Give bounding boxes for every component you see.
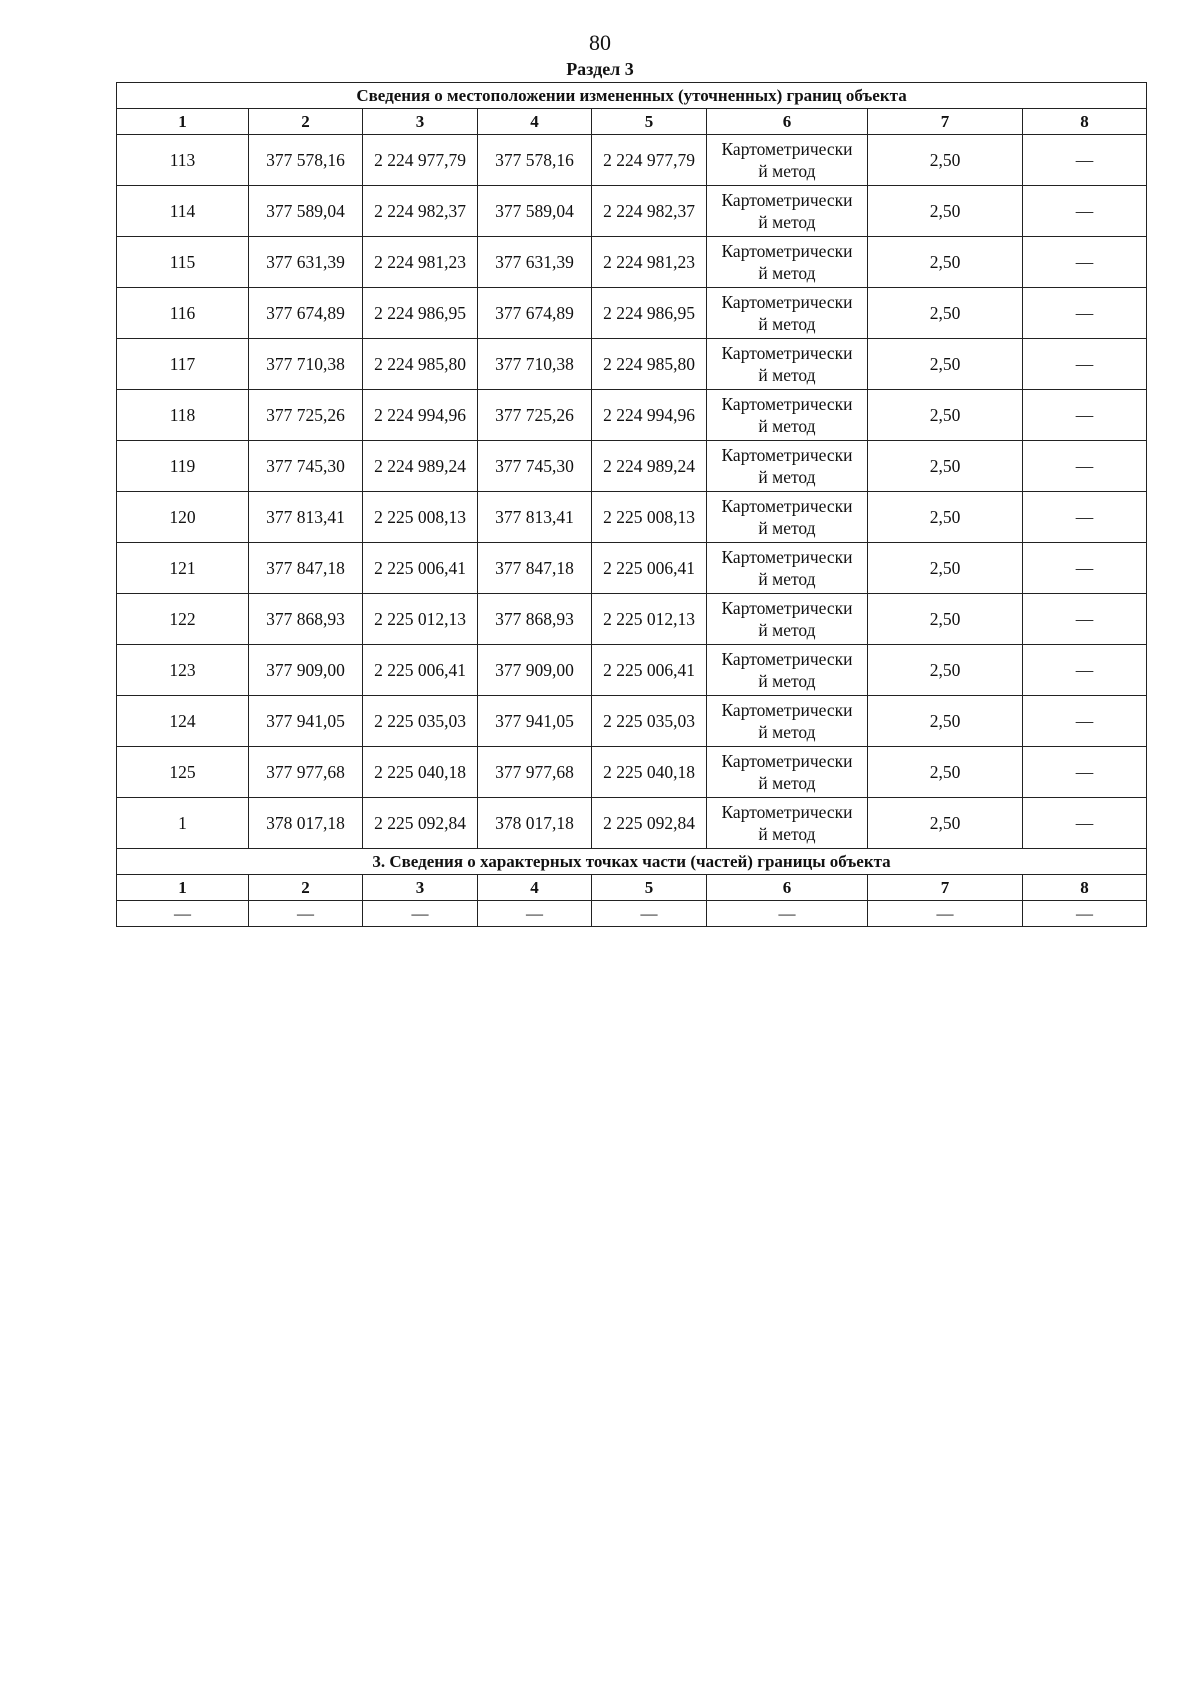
accuracy: 2,50 <box>868 339 1023 390</box>
method-line-2: й метод <box>758 161 816 181</box>
y-coordinate-new: 2 225 092,84 <box>592 798 707 849</box>
column-number: 1 <box>117 875 249 901</box>
method-line-1: Картометрически <box>721 241 853 261</box>
table-row <box>117 492 1147 543</box>
description: — <box>1023 492 1147 543</box>
accuracy: 2,50 <box>868 390 1023 441</box>
page-number: 80 <box>589 30 611 55</box>
method-cell <box>707 390 868 441</box>
method-line-2: й метод <box>758 365 816 385</box>
boundary-table <box>116 82 1147 927</box>
x-coordinate-new: 377 977,68 <box>478 747 592 798</box>
table-row <box>117 135 1147 186</box>
point-number: 114 <box>117 186 249 237</box>
empty-cell: — <box>117 901 249 927</box>
x-coordinate-old: 377 909,00 <box>249 645 363 696</box>
y-coordinate-old: 2 224 986,95 <box>363 288 478 339</box>
y-coordinate-old: 2 224 977,79 <box>363 135 478 186</box>
y-coordinate-new: 2 225 040,18 <box>592 747 707 798</box>
y-coordinate-old: 2 225 008,13 <box>363 492 478 543</box>
x-coordinate-old: 377 578,16 <box>249 135 363 186</box>
method-line-1: Картометрически <box>721 343 853 363</box>
column-number: 6 <box>707 109 868 135</box>
description: — <box>1023 135 1147 186</box>
table-row <box>117 339 1147 390</box>
x-coordinate-old: 377 813,41 <box>249 492 363 543</box>
description: — <box>1023 288 1147 339</box>
y-coordinate-new: 2 225 006,41 <box>592 543 707 594</box>
table-row <box>117 237 1147 288</box>
y-coordinate-old: 2 224 982,37 <box>363 186 478 237</box>
point-number: 123 <box>117 645 249 696</box>
column-number: 8 <box>1023 875 1147 901</box>
method-line-1: Картометрически <box>721 547 853 567</box>
method-line-2: й метод <box>758 569 816 589</box>
y-coordinate-old: 2 224 989,24 <box>363 441 478 492</box>
column-number: 8 <box>1023 109 1147 135</box>
column-number: 7 <box>868 875 1023 901</box>
y-coordinate-new: 2 224 981,23 <box>592 237 707 288</box>
column-number: 2 <box>249 875 363 901</box>
method-line-1: Картометрически <box>721 700 853 720</box>
description: — <box>1023 645 1147 696</box>
x-coordinate-new: 377 909,00 <box>478 645 592 696</box>
y-coordinate-new: 2 224 982,37 <box>592 186 707 237</box>
table-row <box>117 901 1147 927</box>
description: — <box>1023 237 1147 288</box>
method-line-1: Картометрически <box>721 445 853 465</box>
method-line-2: й метод <box>758 620 816 640</box>
method-cell <box>707 594 868 645</box>
method-line-2: й метод <box>758 722 816 742</box>
y-coordinate-new: 2 225 035,03 <box>592 696 707 747</box>
description: — <box>1023 696 1147 747</box>
empty-cell: — <box>592 901 707 927</box>
y-coordinate-new: 2 224 989,24 <box>592 441 707 492</box>
method-line-1: Картометрически <box>721 598 853 618</box>
column-number: 3 <box>363 875 478 901</box>
point-number: 120 <box>117 492 249 543</box>
description: — <box>1023 441 1147 492</box>
description: — <box>1023 339 1147 390</box>
description: — <box>1023 594 1147 645</box>
method-line-2: й метод <box>758 263 816 283</box>
method-line-2: й метод <box>758 212 816 232</box>
point-number: 118 <box>117 390 249 441</box>
x-coordinate-new: 377 578,16 <box>478 135 592 186</box>
method-cell <box>707 543 868 594</box>
method-line-1: Картометрически <box>721 751 853 771</box>
y-coordinate-old: 2 225 035,03 <box>363 696 478 747</box>
y-coordinate-new: 2 225 012,13 <box>592 594 707 645</box>
empty-cell: — <box>707 901 868 927</box>
x-coordinate-old: 377 710,38 <box>249 339 363 390</box>
y-coordinate-new: 2 224 985,80 <box>592 339 707 390</box>
y-coordinate-new: 2 224 994,96 <box>592 390 707 441</box>
accuracy: 2,50 <box>868 798 1023 849</box>
accuracy: 2,50 <box>868 237 1023 288</box>
x-coordinate-old: 377 941,05 <box>249 696 363 747</box>
accuracy: 2,50 <box>868 543 1023 594</box>
y-coordinate-new: 2 224 986,95 <box>592 288 707 339</box>
column-number: 4 <box>478 109 592 135</box>
x-coordinate-new: 377 674,89 <box>478 288 592 339</box>
accuracy: 2,50 <box>868 594 1023 645</box>
method-cell <box>707 798 868 849</box>
accuracy: 2,50 <box>868 645 1023 696</box>
method-cell <box>707 645 868 696</box>
method-line-2: й метод <box>758 518 816 538</box>
x-coordinate-new: 378 017,18 <box>478 798 592 849</box>
empty-cell: — <box>868 901 1023 927</box>
method-line-2: й метод <box>758 824 816 844</box>
accuracy: 2,50 <box>868 186 1023 237</box>
accuracy: 2,50 <box>868 747 1023 798</box>
y-coordinate-new: 2 225 006,41 <box>592 645 707 696</box>
table-row <box>117 543 1147 594</box>
empty-cell: — <box>1023 901 1147 927</box>
point-number: 122 <box>117 594 249 645</box>
table-row <box>117 390 1147 441</box>
method-cell <box>707 747 868 798</box>
table2-caption: 3. Сведения о характерных точках части (частей) границы объекта <box>117 849 1147 875</box>
x-coordinate-new: 377 847,18 <box>478 543 592 594</box>
y-coordinate-old: 2 225 006,41 <box>363 543 478 594</box>
table-row <box>117 798 1147 849</box>
method-line-1: Картометрически <box>721 190 853 210</box>
point-number: 121 <box>117 543 249 594</box>
point-number: 119 <box>117 441 249 492</box>
x-coordinate-new: 377 631,39 <box>478 237 592 288</box>
accuracy: 2,50 <box>868 696 1023 747</box>
point-number: 113 <box>117 135 249 186</box>
method-cell <box>707 441 868 492</box>
x-coordinate-new: 377 745,30 <box>478 441 592 492</box>
x-coordinate-new: 377 868,93 <box>478 594 592 645</box>
column-number: 5 <box>592 109 707 135</box>
table-row <box>117 441 1147 492</box>
section-label: Раздел 3 <box>566 59 634 79</box>
column-number: 3 <box>363 109 478 135</box>
description: — <box>1023 747 1147 798</box>
table-row <box>117 696 1147 747</box>
table-row <box>117 594 1147 645</box>
method-line-2: й метод <box>758 416 816 436</box>
method-line-1: Картометрически <box>721 139 853 159</box>
method-line-1: Картометрически <box>721 802 853 822</box>
description: — <box>1023 798 1147 849</box>
y-coordinate-old: 2 225 006,41 <box>363 645 478 696</box>
accuracy: 2,50 <box>868 288 1023 339</box>
x-coordinate-new: 377 941,05 <box>478 696 592 747</box>
y-coordinate-old: 2 224 994,96 <box>363 390 478 441</box>
method-line-2: й метод <box>758 314 816 334</box>
accuracy: 2,50 <box>868 135 1023 186</box>
table-row <box>117 645 1147 696</box>
table-row <box>117 747 1147 798</box>
x-coordinate-new: 377 725,26 <box>478 390 592 441</box>
table-row <box>117 186 1147 237</box>
point-number: 125 <box>117 747 249 798</box>
method-line-2: й метод <box>758 773 816 793</box>
column-number: 1 <box>117 109 249 135</box>
method-line-2: й метод <box>758 671 816 691</box>
description: — <box>1023 186 1147 237</box>
x-coordinate-new: 377 589,04 <box>478 186 592 237</box>
x-coordinate-old: 377 631,39 <box>249 237 363 288</box>
method-line-1: Картометрически <box>721 394 853 414</box>
y-coordinate-old: 2 225 012,13 <box>363 594 478 645</box>
method-line-1: Картометрически <box>721 496 853 516</box>
point-number: 124 <box>117 696 249 747</box>
method-cell <box>707 492 868 543</box>
x-coordinate-old: 377 745,30 <box>249 441 363 492</box>
x-coordinate-new: 377 710,38 <box>478 339 592 390</box>
table1-column-numbers <box>117 109 1147 135</box>
accuracy: 2,50 <box>868 441 1023 492</box>
method-cell <box>707 135 868 186</box>
x-coordinate-new: 377 813,41 <box>478 492 592 543</box>
y-coordinate-old: 2 225 092,84 <box>363 798 478 849</box>
x-coordinate-old: 377 725,26 <box>249 390 363 441</box>
method-line-1: Картометрически <box>721 649 853 669</box>
method-cell <box>707 237 868 288</box>
y-coordinate-old: 2 225 040,18 <box>363 747 478 798</box>
table1-caption: Сведения о местоположении измененных (уточненных) границ объекта <box>117 83 1147 109</box>
column-number: 2 <box>249 109 363 135</box>
method-cell <box>707 186 868 237</box>
point-number: 1 <box>117 798 249 849</box>
table-row <box>117 288 1147 339</box>
column-number: 7 <box>868 109 1023 135</box>
point-number: 117 <box>117 339 249 390</box>
description: — <box>1023 390 1147 441</box>
table2-column-numbers <box>117 875 1147 901</box>
y-coordinate-old: 2 224 985,80 <box>363 339 478 390</box>
point-number: 116 <box>117 288 249 339</box>
y-coordinate-new: 2 225 008,13 <box>592 492 707 543</box>
column-number: 4 <box>478 875 592 901</box>
empty-cell: — <box>249 901 363 927</box>
column-number: 6 <box>707 875 868 901</box>
method-cell <box>707 288 868 339</box>
accuracy: 2,50 <box>868 492 1023 543</box>
method-cell <box>707 696 868 747</box>
empty-cell: — <box>478 901 592 927</box>
point-number: 115 <box>117 237 249 288</box>
y-coordinate-old: 2 224 981,23 <box>363 237 478 288</box>
column-number: 5 <box>592 875 707 901</box>
y-coordinate-new: 2 224 977,79 <box>592 135 707 186</box>
x-coordinate-old: 377 674,89 <box>249 288 363 339</box>
x-coordinate-old: 377 977,68 <box>249 747 363 798</box>
empty-cell: — <box>363 901 478 927</box>
x-coordinate-old: 377 868,93 <box>249 594 363 645</box>
method-line-2: й метод <box>758 467 816 487</box>
x-coordinate-old: 377 589,04 <box>249 186 363 237</box>
x-coordinate-old: 377 847,18 <box>249 543 363 594</box>
method-line-1: Картометрически <box>721 292 853 312</box>
method-cell <box>707 339 868 390</box>
description: — <box>1023 543 1147 594</box>
x-coordinate-old: 378 017,18 <box>249 798 363 849</box>
